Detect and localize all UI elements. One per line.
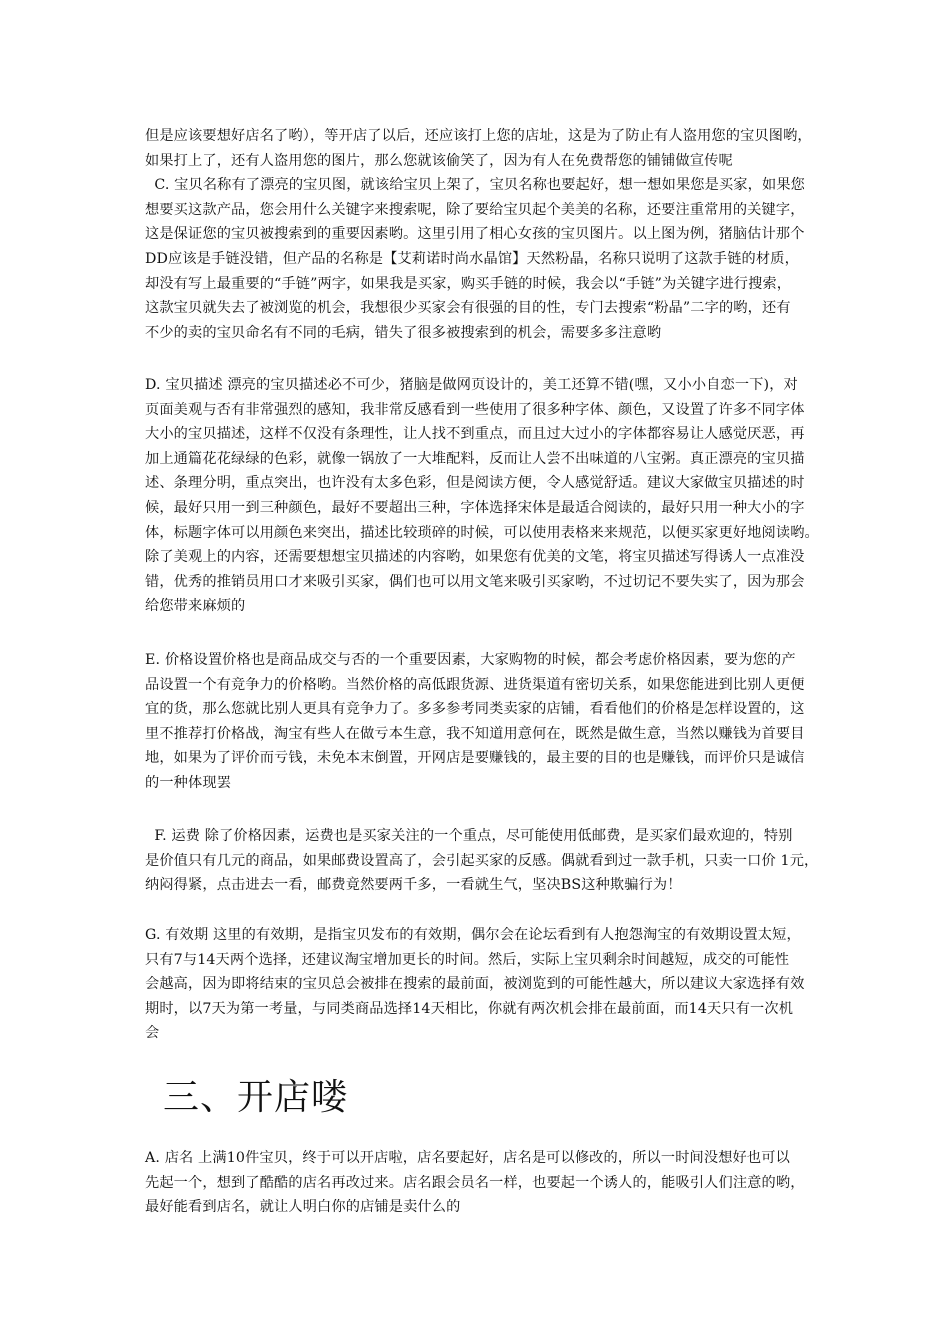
paragraph-shipping-fee: F. 运费 除了价格因素，运费也是买家关注的一个重点，尽可能使用低邮费，是买家们最欢迎的，特别 是价值只有几元的商品，如果邮费设置高了，会引起买家的反感。偶就看到过一款手机，只卖一口价 1元， 纳闷得紧，点击进去一看，邮费竟然要两千多，一看就生气，坚决BS这种欺骗行为！ bbox=[145, 828, 819, 894]
paragraph-price-setting: E. 价格设置价格也是商品成交与否的一个重要因素，大家购物的时候，都会考虑价格因素，要为您的产 品设置一个有竞争力的价格哟。当然价格的高低跟货源、进货渠道有密切关系，如果您能进到比别人更便 宜的货，那么您就比别人更具有竞争力了。多多参考同类卖家的店铺，看看他们的价格是怎样设置的，这 里不推荐打价格战，淘宝有些人在做亏本生意，我不知道用意何在，既然是做生意，当然以赚钱为首要目 地，如果为了评价而亏钱，未免本末倒置，开网店是要赚钱的，最主要的目的也是赚钱，而评价只是诚信 的一种体现罢 bbox=[145, 652, 805, 791]
paragraph-shop-name: A. 店名 上满10件宝贝，终于可以开店啦，店名要起好，店名是可以修改的，所以一时间没想好也可以 先起一个，想到了酷酷的店名再改过来。店名跟会员名一样，也要起一个诱人的，能吸引人们注意的哟， 最好能看到店名，就让人明白你的店铺是卖什么的 bbox=[145, 1150, 805, 1216]
paragraph-item-description: D. 宝贝描述 漂亮的宝贝描述必不可少，猪脑是做网页设计的，美工还算不错(嘿，又小小自恋一下)，对 页面美观与否有非常强烈的感知，我非常反感看到一些使用了很多种字体、颜色，又设置了许多不同字体 大小的宝贝描述，这样不仅没有条理性，让人找不到重点，而且过大过小的字体都容易让人感觉厌恶，再 加上通篇花花绿绿的色彩，就像一锅放了一大堆配料，反而让人尝不出味道的八宝粥。真正漂亮的宝贝描 述、条理分明，重点突出，也许没有太多色彩，但是阅读方便，令人感觉舒适。建议大家做宝贝描述的时 候，最好只用一到三种颜色，最好不要超出三种，字体选择宋体是最适合阅读的，最好只用一种大小的字 体，标题字体可以用颜色来突出，描述比较琐碎的时候，可以使用表格来来规范，以便买家更好地阅读哟。 除了美观上的内容，还需要想想宝贝描述的内容哟，如果您有优美的文笔，将宝贝描述写得诱人一点准没 错，优秀的推销员用口才来吸引买家，偶们也可以用文笔来吸引买家哟，不过切记不要失实了，因为那会 给您带来麻烦的 bbox=[145, 377, 819, 615]
section-heading: 三、开店喽 bbox=[163, 1077, 349, 1118]
paragraph-shop-address-and-item-name: 但是应该要想好店名了哟），等开店了以后，还应该打上您的店址，这是为了防止有人盗用您的宝贝图哟， 如果打上了，还有人盗用您的图片，那么您就该偷笑了，因为有人在免费帮您的铺铺做宣传呢 C. 宝贝名称有了漂亮的宝贝图，就该给宝贝上架了，宝贝名称也要起好，想一想如果您是买家，如果您 想要买这款产品，您会用什么关键字来搜索呢，除了要给宝贝起个美美的名称，还要注重常用的关键字， 这是保证您的宝贝被搜索到的重要因素哟。这里引用了相心女孩的宝贝图片。以上图为例，猪脑估计那个 DD应该是手链没错，但产品的名称是【艾莉诺时尚水晶馆】天然粉晶，名称只说明了这款手链的材质， 却没有写上最重要的“手链”两字，如果我是买家，购买手链的时候，我会以“手链”为关键字进行搜索， 这款宝贝就失去了被浏览的机会，我想很少买家会有很强的目的性，专门去搜索“粉晶”二字的哟，还有 不少的卖的宝贝命名有不同的毛病，错失了很多被搜索到的机会，需要多多注意哟 bbox=[145, 128, 812, 341]
paragraph-validity-period: G. 有效期 这里的有效期，是指宝贝发布的有效期，偶尔会在论坛看到有人抱怨淘宝的有效期设置太短， 只有7与14天两个选择，还建议淘宝增加更长的时间。然后，实际上宝贝剩余时间越短，成交的可能性 会越高，因为即将结束的宝贝总会被排在搜索的最前面，被浏览到的可能性越大，所以建议大家选择有效 期时，以7天为第一考量，与同类商品选择14天相比，你就有两次机会排在最前面，而14天只有一次机 会 bbox=[145, 927, 805, 1042]
